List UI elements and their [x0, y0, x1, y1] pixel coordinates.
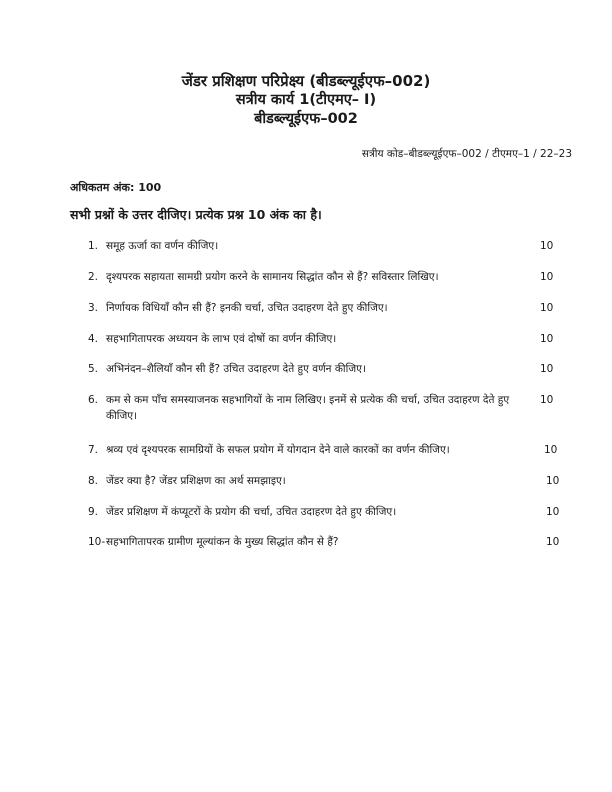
course-title: जेंडर प्रशिक्षण परिप्रेक्ष्य (बीडब्ल्यूईएफ–002)	[181, 72, 431, 90]
assignment-title: सत्रीय कार्य 1(टीएमए– I)	[235, 92, 377, 108]
question-text: श्रव्य एवं दृश्यपरक सामग्रियों के सफल प्रयोग में योगदान देने वाले कारकों का वर्णन कीजिए।	[106, 444, 450, 456]
document-header	[0, 72, 612, 129]
question-text: अभिनंदन–शैलियाँ कौन सी हैं? उचित उदाहरण देते हुए वर्णन कीजिए।	[106, 363, 366, 375]
question-marks: 10	[546, 506, 560, 518]
question-number: 7.	[88, 444, 99, 456]
question-marks: 10	[540, 333, 554, 345]
question-number: 1.	[88, 240, 99, 252]
question-marks: 10	[540, 240, 554, 252]
question-marks: 10	[540, 302, 554, 314]
question-text: जेंडर प्रशिक्षण में कंप्यूटरों के प्रयोग की चर्चा, उचित उदाहरण देते हुए कीजिए।	[106, 506, 397, 518]
question-marks: 10	[546, 536, 560, 548]
question-text: कम से कम पाँच समस्याजनक सहभागियों के नाम लिखिए। इनमें से प्रत्येक की चर्चा, उचित उदाहरण देते हुए कीजिए।	[106, 394, 510, 422]
assignment-code: सत्रीय कोड–बीडब्ल्यूईएफ–002 / टीएमए–1 / 22–23	[361, 148, 572, 160]
question-number: 2.	[88, 271, 99, 283]
question-marks: 10	[540, 363, 554, 375]
question-number: 8.	[88, 475, 99, 487]
question-marks: 10	[540, 394, 554, 406]
question-text: सहभागितापरक ग्रामीण मूल्यांकन के मुख्य सिद्धांत कौन से हैं?	[106, 536, 339, 548]
question-text: समूह ऊर्जा का वर्णन कीजिए।	[106, 240, 219, 252]
question-number: 3.	[88, 302, 99, 314]
question-marks: 10	[540, 271, 554, 283]
instruction: सभी प्रश्नों के उत्तर दीजिए। प्रत्येक प्रश्न 10 अंक का है।	[70, 207, 322, 222]
course-code: बीडब्ल्यूईएफ–002	[254, 111, 358, 127]
question-number: 6.	[88, 394, 99, 406]
max-marks: अधिकतम अंक: 100	[70, 181, 162, 194]
question-number: 10-	[88, 536, 106, 548]
question-marks: 10	[546, 475, 560, 487]
question-text: निर्णायक विधियाँ कौन सी हैं? इनकी चर्चा, उचित उदाहरण देते हुए कीजिए।	[106, 302, 388, 314]
question-marks: 10	[544, 444, 558, 456]
question-text: सहभागितापरक अध्ययन के लाभ एवं दोषों का वर्णन कीजिए।	[106, 333, 337, 345]
question-text: दृश्यपरक सहायता सामग्री प्रयोग करने के सामानय सिद्धांत कौन से हैं? सविस्तार लिखिए।	[106, 271, 439, 283]
question-number: 4.	[88, 333, 99, 345]
question-number: 9.	[88, 506, 99, 518]
question-number: 5.	[88, 363, 99, 375]
question-text: जेंडर क्या है? जेंडर प्रशिक्षण का अर्थ समझाइए।	[106, 475, 286, 487]
